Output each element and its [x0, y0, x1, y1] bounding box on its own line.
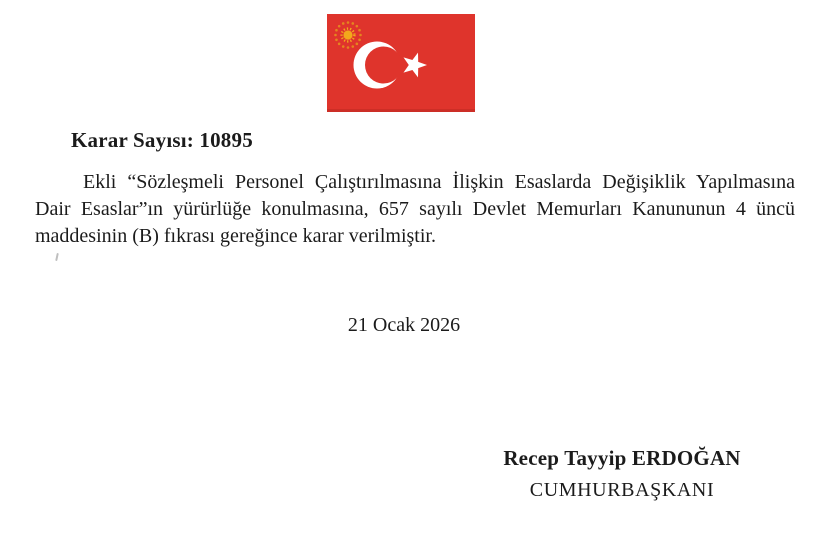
flag-graphic [327, 14, 475, 112]
decree-body [35, 169, 795, 250]
signature-name: Recep Tayyip ERDOĞAN [503, 446, 741, 470]
body-line-3: maddesinin (B) fıkrası gereğince karar verilmiştir. [35, 225, 436, 247]
turkish-presidential-flag [327, 14, 475, 112]
sun-core [343, 30, 352, 39]
signature-block [472, 446, 772, 502]
decision-number: Karar Sayısı: 10895 [71, 128, 253, 152]
flag-bottom-shade [327, 109, 475, 112]
body-line-2: Dair Esaslar”ın yürürlüğe konulmasına, 657 sayılı Devlet Memurları Kanununun 4 üncü [35, 198, 795, 220]
crescent-inner-cut [365, 47, 402, 84]
decree-date: 21 Ocak 2026 [347, 314, 461, 336]
scan-artifact [55, 253, 59, 261]
body-line-1: Ekli “Sözleşmeli Personel Çalıştırılmasına İlişkin Esaslarda Değişiklik Yapılmasına [83, 171, 795, 193]
signature-title: CUMHURBAŞKANI [529, 479, 715, 501]
